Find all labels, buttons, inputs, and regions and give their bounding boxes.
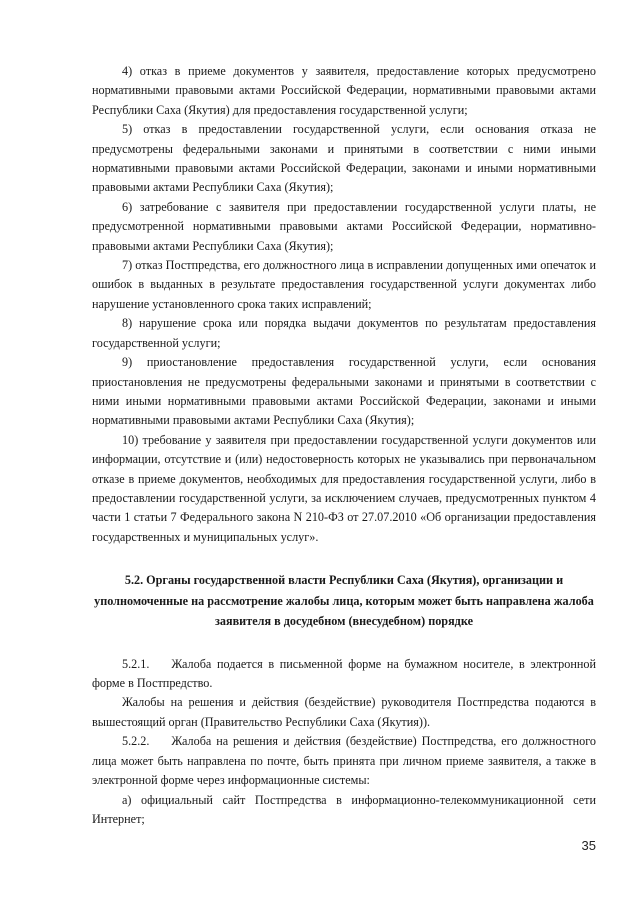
- list-item-10: 10) требование у заявителя при предоставлении государственной услуги документов или информации, отсутствие и (или) недостоверность которых не указывались при первоначальном отказе в приеме документов, необходимых для предоставления государственной услуги, либо в предоставлении государственной услуги, за исключением случаев, предусмотренных пунктом 4 части 1 статьи 7 Федерального закона N 210-ФЗ от 27.07.2010 «Об организации предоставления государственных и муниципальных услуг».: [92, 432, 596, 544]
- paragraph-number: 5.2.1.: [122, 656, 150, 671]
- list-item-5: 5) отказ в предоставлении государственной услуги, если основания отказа не предусмотрены федеральными законами и принятыми в соответствии с ними иными нормативными правовыми актами Российской Федерации, законами и иными нормативными правовыми актами Республики Саха (Якутия);: [92, 122, 596, 195]
- paragraph-5-2-1: [92, 655, 596, 694]
- paragraph-text: Жалоба подается в письменной форме на бумажном носителе, в электронной форме в Постпредство.: [92, 656, 596, 691]
- document-page: [92, 62, 596, 829]
- paragraph-number: 5.2.2.: [122, 734, 150, 749]
- list-item-6: 6) затребование с заявителя при предоставлении государственной услуги платы, не предусмотренной нормативными правовыми актами Российской Федерации, нормативно-правовыми актами Республики Саха (Якутия);: [92, 199, 596, 253]
- page-number: 35: [581, 838, 596, 853]
- section-heading: 5.2. Органы государственной власти Республики Саха (Якутия), организации и уполномоченные на рассмотрение жалобы лица, которым может быть направлена жалоба заявителя в досудебном (внесудебном) порядке: [94, 573, 594, 629]
- list-item-7: 7) отказ Постпредства, его должностного лица в исправлении допущенных ими опечаток и ошибок в выданных в результате предоставления государственной услуги документах либо нарушение установленного срока таких исправлений;: [92, 258, 596, 311]
- paragraph-text: Жалоба на решения и действия (бездействие) Постпредства, его должностного лица может быть направлена по почте, быть принята при личном приеме заявителя, а также в электронной форме через информационные системы:: [92, 734, 596, 788]
- paragraph-5-2-2: [92, 732, 596, 790]
- paragraph-complaints-head: Жалобы на решения и действия (бездействие) руководителя Постпредства подаются в вышестоящий орган (Правительство Республики Саха (Якутия)).: [92, 695, 596, 729]
- list-item-9: 9) приостановление предоставления государственной услуги, если основания приостановления не предусмотрены федеральными законами и принятыми в соответствии с ними иными нормативными правовыми актами Российской Федерации, законами и иными нормативными правовыми актами Республики Саха (Якутия);: [92, 355, 596, 428]
- list-item-8: 8) нарушение срока или порядка выдачи документов по результатам предоставления государственной услуги;: [92, 316, 596, 350]
- paragraph-item-a: а) официальный сайт Постпредства в информационно-телекоммуникационной сети Интернет;: [92, 792, 596, 826]
- section-body: [92, 655, 596, 830]
- list-item-4: 4) отказ в приеме документов у заявителя, предоставление которых предусмотрено нормативными правовыми актами Российской Федерации, нормативными правовыми актами Республики Саха (Якутия) для предоставления государственной услуги;: [92, 64, 596, 117]
